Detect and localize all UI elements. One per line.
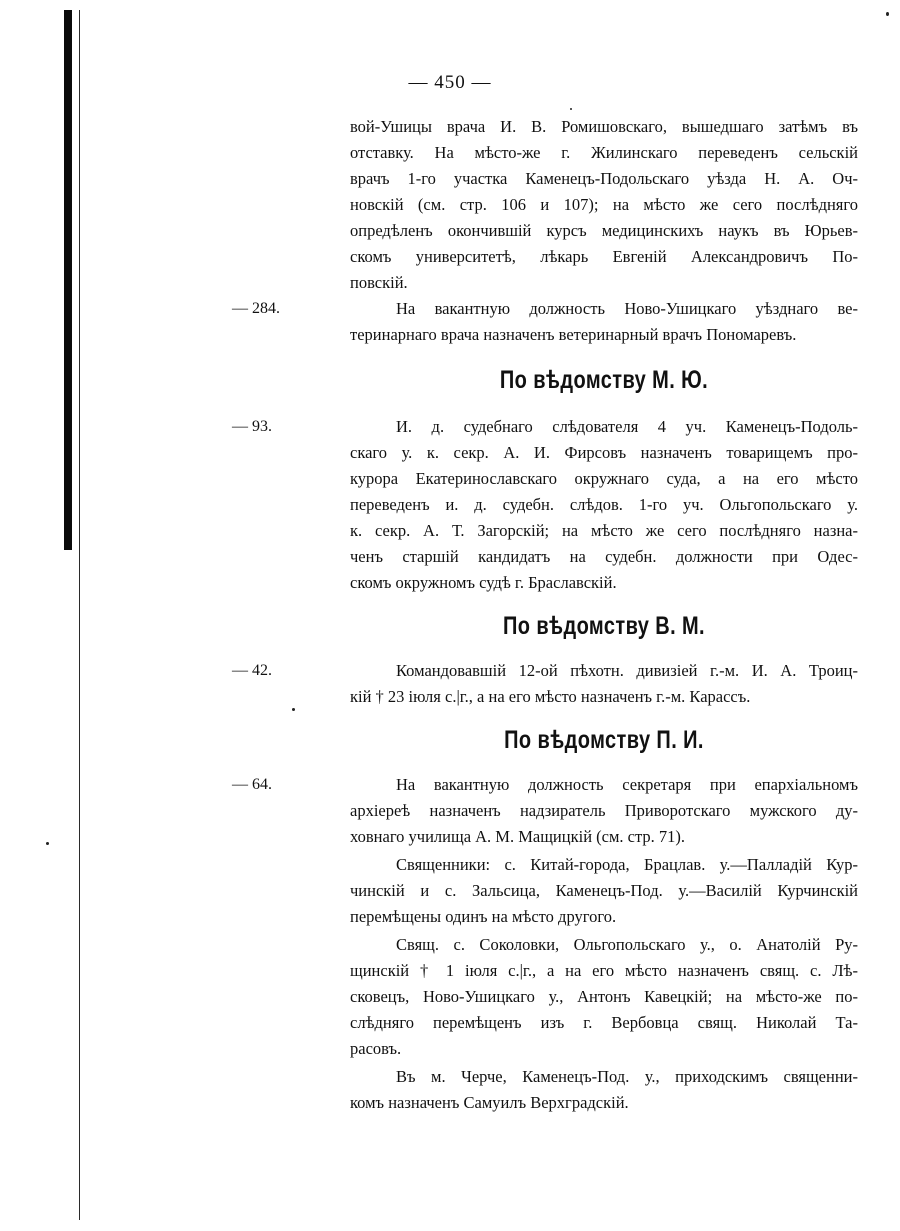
text-line: Священники: с. Китай-города, Брацлав. у.—Палладій Кур- (396, 855, 858, 874)
entry-number: — 64. (232, 776, 272, 793)
text-line: ченъ старшій кандидатъ на судебн. должности при Одес- (350, 547, 858, 566)
text-line: врачъ 1-го участка Каменецъ-Подольскаго уѣзда Н. А. Оч- (350, 169, 858, 188)
text-line: вой-Ушицы врача И. В. Ромишовскаго, вышедшаго затѣмъ въ (350, 117, 858, 136)
text-line: Командовавшій 12-ой пѣхотн. дивизіей г.-м. И. А. Троиц- (396, 661, 858, 680)
text-line: слѣдняго перемѣщенъ изъ г. Вербовца свящ. Николай Та- (350, 1013, 858, 1032)
text-line: переведенъ и. д. судебн. слѣдов. 1-го уч. Ольгопольскаго у. (350, 495, 858, 514)
scan-speck (46, 842, 49, 845)
entry-number: — 284. (232, 300, 280, 317)
scan-margin-line (79, 10, 80, 1220)
text-line: ховнаго училища А. М. Мащицкій (см. стр. 71). (350, 827, 686, 846)
paragraph (350, 1064, 858, 1116)
continuation-paragraph (350, 114, 858, 296)
entry-paragraph (350, 414, 858, 596)
text-line: чинскій и с. Зальсица, Каменецъ-Под. у.—Василій Курчинскій (350, 881, 858, 900)
section-heading: По вѣдомству П. И. (504, 726, 704, 754)
text-line: На вакантную должность Ново-Ушицкаго уѣзднаго ве- (396, 299, 858, 318)
text-line: отставку. На мѣсто-же г. Жилинскаго переведенъ сельскій (350, 143, 858, 162)
text-line: скаго у. к. секр. А. И. Фирсовъ назначенъ товарищемъ про- (350, 443, 858, 462)
text-line: И. д. судебнаго слѣдователя 4 уч. Каменецъ-Подоль- (396, 417, 858, 436)
text-line: к. секр. А. Т. Загорскій; на мѣсто же сего послѣдняго назна- (350, 521, 858, 540)
text-line: комъ назначенъ Самуилъ Верхградскій. (350, 1093, 629, 1112)
text-line: новскій (см. стр. 106 и 107); на мѣсто же сего послѣдняго (350, 195, 858, 214)
text-line: сковецъ, Ново-Ушицкаго у., Антонъ Кавецкій; на мѣсто-же по- (350, 987, 858, 1006)
paragraph (350, 852, 858, 930)
text-line: Свящ. с. Соколовки, Ольгопольскаго у., о. Анатолій Ру- (396, 935, 858, 954)
text-line: теринарнаго врача назначенъ ветеринарный врачъ Пономаревъ. (350, 325, 797, 344)
page-number: — 450 — (408, 72, 492, 93)
entry-number: — 93. (232, 418, 272, 435)
text-line: На вакантную должность секретаря при епархіальномъ (396, 775, 858, 794)
paragraph (350, 932, 858, 1062)
entry-paragraph (350, 296, 858, 348)
section-heading: По вѣдомству В. М. (502, 612, 706, 640)
scan-speck (570, 108, 572, 110)
text-line: архіереѣ назначенъ надзиратель Приворотскаго мужского ду- (350, 801, 858, 820)
text-line: щинскій † 1 іюля с.|г., а на его мѣсто назначенъ свящ. с. Лѣ- (350, 961, 858, 980)
section-heading: По вѣдомству М. Ю. (499, 366, 709, 394)
entry-number: — 42. (232, 662, 272, 679)
text-line: опредѣленъ окончившій курсъ медицинскихъ наукъ въ Юрьев- (350, 221, 858, 240)
text-line: скомъ университетѣ, лѣкарь Евгеній Александровичъ По- (350, 247, 858, 266)
text-line: кій † 23 іюля с.|г., а на его мѣсто назначенъ г.-м. Карассъ. (350, 687, 751, 706)
text-line: скомъ окружномъ судѣ г. Браславскій. (350, 573, 617, 592)
entry-paragraph (350, 772, 858, 850)
text-line: повскій. (350, 273, 408, 292)
text-line: расовъ. (350, 1039, 402, 1058)
scan-speck (886, 12, 889, 16)
scan-speck (292, 708, 295, 711)
text-line: перемѣщены одинъ на мѣсто другого. (350, 907, 617, 926)
text-line: курора Екатеринославскаго окружнаго суда, а на его мѣсто (350, 469, 858, 488)
entry-paragraph (350, 658, 858, 710)
text-line: Въ м. Черче, Каменецъ-Под. у., приходскимъ священни- (396, 1067, 858, 1086)
